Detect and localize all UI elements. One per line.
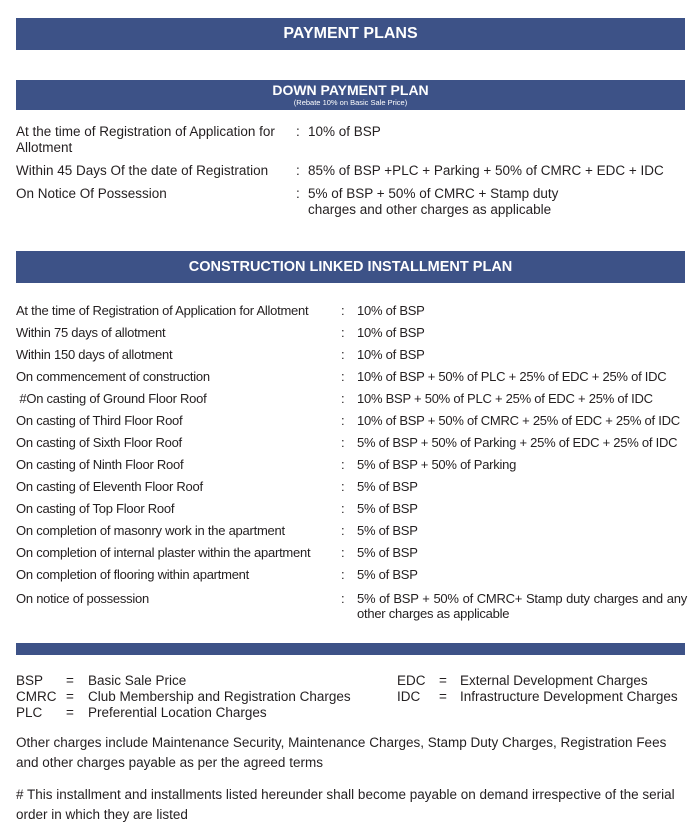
down-payment-title: DOWN PAYMENT PLAN (272, 82, 429, 98)
row-value: 5% of BSP (357, 479, 418, 494)
legend-abbr: PLC (16, 705, 43, 720)
legend-equals: = (66, 673, 74, 688)
down-payment-header (16, 80, 685, 110)
table-row (16, 303, 688, 325)
row-colon: : (341, 591, 345, 606)
row-colon: : (341, 501, 345, 516)
row-value: 5% of BSP + 50% of Parking (357, 457, 517, 472)
row-label: On casting of Ninth Floor Roof (16, 457, 184, 472)
table-row (16, 545, 688, 567)
row-value: 5% of BSP (357, 523, 418, 538)
legend-definition: Basic Sale Price (88, 673, 187, 688)
row-label: Within 75 days of allotment (16, 325, 166, 340)
legend-abbr: BSP (16, 673, 44, 688)
table-row (16, 457, 688, 479)
table-row (16, 523, 688, 545)
row-colon: : (341, 523, 345, 538)
legend-equals: = (439, 689, 447, 704)
row-label: On casting of Eleventh Floor Roof (16, 479, 203, 494)
row-label: On Notice Of Possession (16, 186, 167, 201)
table-row (16, 435, 688, 457)
table-row (16, 591, 688, 625)
legend-equals: = (66, 705, 74, 720)
legend-definition: Infrastructure Development Charges (460, 689, 678, 704)
row-colon: : (341, 347, 345, 362)
legend-equals: = (439, 673, 447, 688)
row-colon: : (341, 567, 345, 582)
row-label: On commencement of construction (16, 369, 210, 384)
installment-footnote: # This installment and installments listed hereunder shall become payable on demand irrespective of the serial order in which they are listed (16, 787, 675, 822)
row-label: On completion of internal plaster within the apartment (16, 545, 311, 560)
page-title: PAYMENT PLANS (283, 25, 418, 42)
legend-equals: = (66, 689, 74, 704)
row-label: At the time of Registration of Application for Allotment (16, 124, 275, 155)
other-charges-note: Other charges include Maintenance Security, Maintenance Charges, Stamp Duty Charges, Registration Fees and other charges payable as per the agreed terms (16, 735, 667, 770)
payment-plans-header (16, 18, 685, 50)
row-value: 10% of BSP + 50% of PLC + 25% of EDC + 25% of IDC (357, 369, 667, 384)
row-value: 10% of BSP (357, 303, 425, 318)
row-label: On casting of Sixth Floor Roof (16, 435, 182, 450)
row-colon: : (341, 435, 345, 450)
row-colon: : (296, 124, 300, 139)
row-label: On completion of flooring within apartment (16, 567, 250, 582)
row-colon: : (341, 413, 345, 428)
table-row (16, 325, 688, 347)
construction-plan-header (16, 251, 685, 283)
legend-definition: External Development Charges (460, 673, 648, 688)
row-value: 10% of BSP + 50% of CMRC + 25% of EDC + 25% of IDC (357, 413, 680, 428)
row-colon: : (341, 303, 345, 318)
legend-definition: Club Membership and Registration Charges (88, 689, 351, 704)
row-value: 10% of BSP (357, 325, 425, 340)
row-value: 5% of BSP (357, 501, 418, 516)
table-row (16, 347, 688, 369)
row-value: 5% of BSP + 50% of CMRC+ Stamp duty charges and any other charges as applicable (357, 591, 687, 621)
row-value: 5% of BSP + 50% of CMRC + Stamp duty charges and other charges as applicable (308, 186, 559, 217)
legend-abbr: IDC (397, 689, 421, 704)
row-colon: : (341, 325, 345, 340)
row-colon: : (296, 186, 300, 201)
down-payment-subtitle: (Rebate 10% on Basic Sale Price) (293, 98, 408, 107)
row-colon: : (296, 163, 300, 178)
row-value: 10% BSP + 50% of PLC + 25% of EDC + 25% of IDC (357, 391, 653, 406)
row-value: 5% of BSP + 50% of Parking + 25% of EDC + 25% of IDC (357, 435, 678, 450)
table-row (16, 567, 688, 589)
row-label: Within 45 Days Of the date of Registration (16, 163, 269, 178)
table-row (16, 391, 688, 413)
row-value: 5% of BSP (357, 545, 418, 560)
row-colon: : (341, 545, 345, 560)
row-label: #On casting of Ground Floor Roof (16, 391, 207, 406)
row-label: On completion of masonry work in the apartment (16, 523, 285, 538)
row-colon: : (341, 391, 345, 406)
row-value: 10% of BSP (357, 347, 425, 362)
construction-plan-title: CONSTRUCTION LINKED INSTALLMENT PLAN (188, 259, 513, 275)
row-colon: : (341, 479, 345, 494)
row-colon: : (341, 457, 345, 472)
row-label: On casting of Third Floor Roof (16, 413, 183, 428)
table-row (16, 413, 688, 435)
row-value: 5% of BSP (357, 567, 418, 582)
row-value: 10% of BSP (308, 124, 381, 139)
section-divider-bar (16, 643, 685, 655)
legend-abbr: CMRC (16, 689, 57, 704)
row-label: On notice of possession (16, 591, 149, 606)
row-label: Within 150 days of allotment (16, 347, 173, 362)
table-row (16, 369, 688, 391)
table-row (16, 479, 688, 501)
table-row (16, 501, 688, 523)
row-colon: : (341, 369, 345, 384)
legend-abbr: EDC (397, 673, 426, 688)
row-label: At the time of Registration of Application for Allotment (16, 303, 309, 318)
row-value: 85% of BSP +PLC + Parking + 50% of CMRC + EDC + IDC (308, 163, 664, 178)
legend-definition: Preferential Location Charges (88, 705, 267, 720)
row-label: On casting of Top Floor Roof (16, 501, 175, 516)
